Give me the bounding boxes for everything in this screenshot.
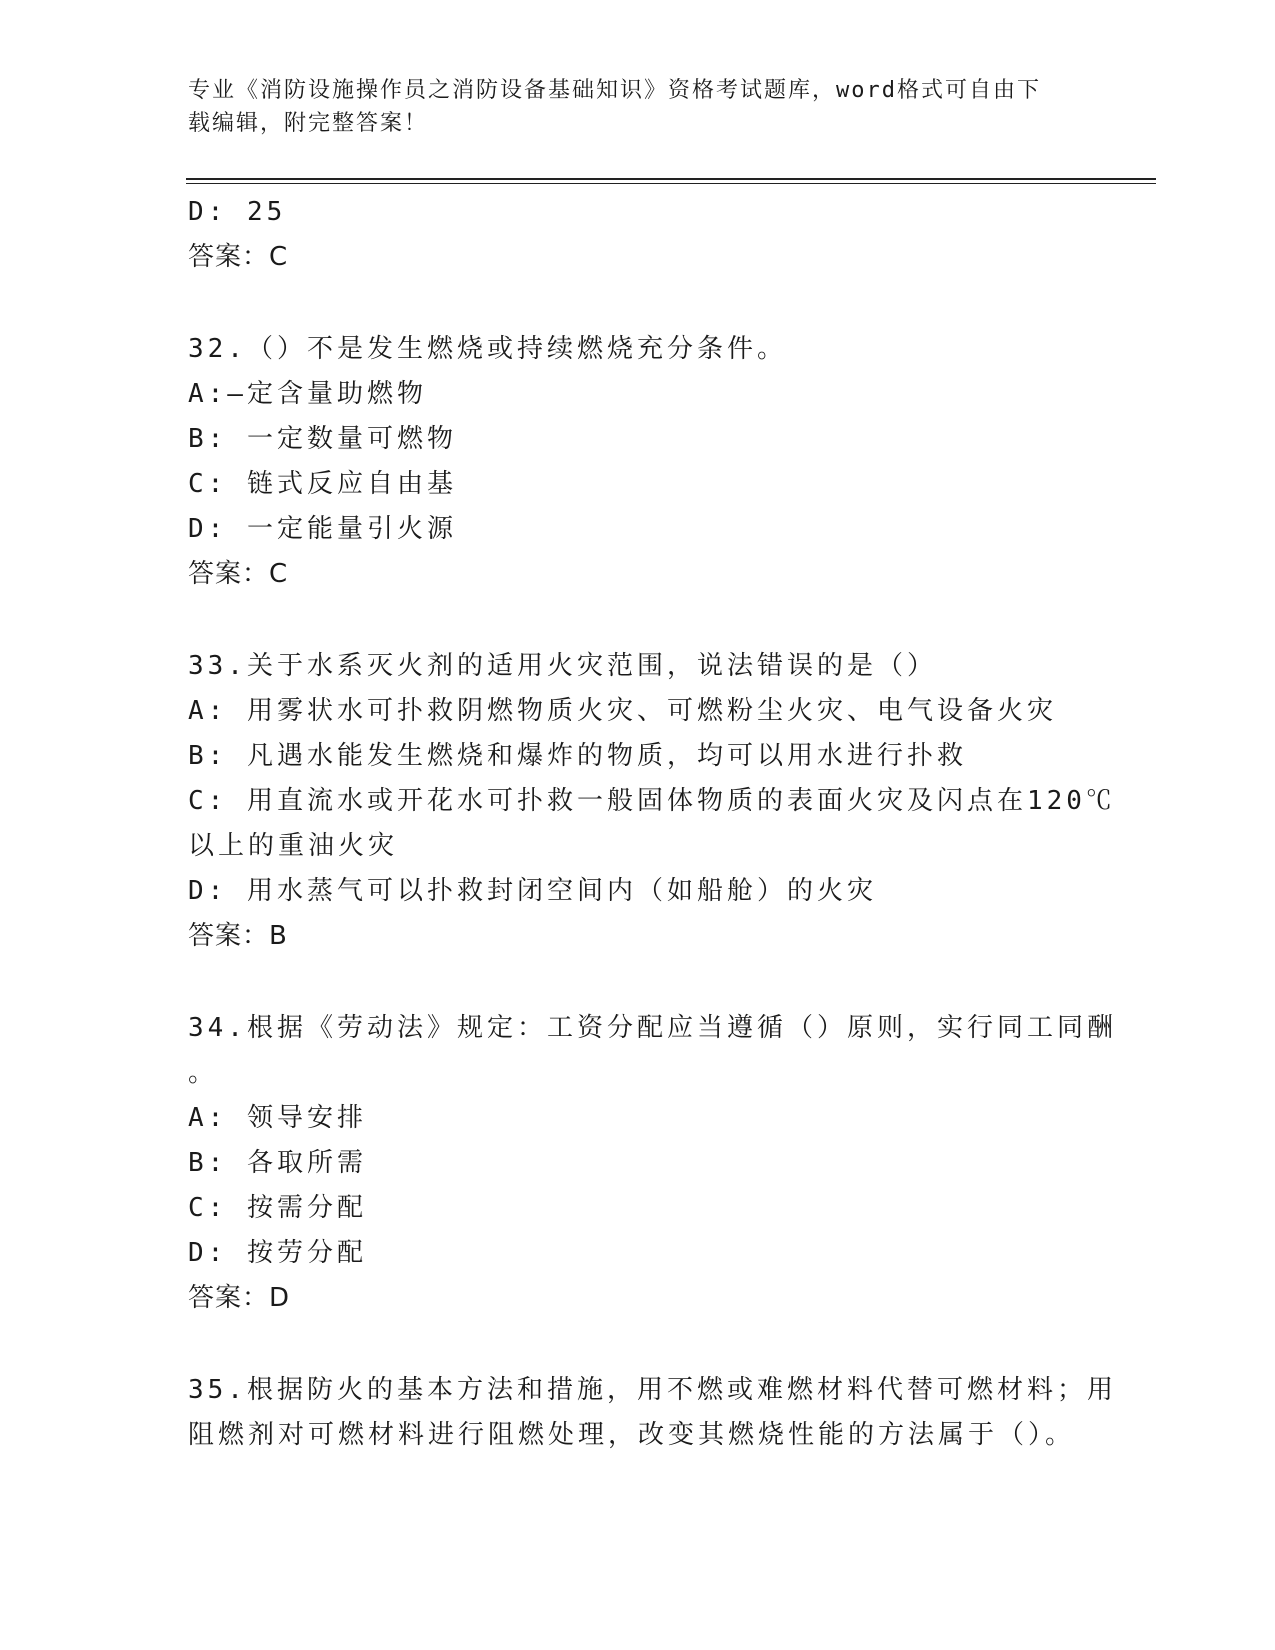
option-a: A: 领导安排: [188, 1103, 367, 1133]
answer: 答案：C: [188, 242, 289, 272]
header-line-2: 载编辑，附完整答案！: [188, 111, 429, 136]
header-divider-thin: [186, 183, 1156, 184]
document-header: [188, 74, 1068, 140]
header-divider-thick: [186, 178, 1156, 180]
option-b: B: 各取所需: [188, 1148, 367, 1178]
question-stem-line-1: 35.根据防火的基本方法和措施，用不燃或难燃材料代替可燃材料；用: [188, 1375, 1117, 1405]
header-line-1: 专业《消防设施操作员之消防设备基础知识》资格考试题库，word格式可自由下: [188, 78, 1041, 103]
question-35: [188, 1368, 1117, 1458]
option-a: A: 用雾状水可扑救阴燃物质火灾、可燃粉尘火灾、电气设备火灾: [188, 696, 1057, 726]
question-stem-line-2: 阻燃剂对可燃材料进行阻燃处理，改变其燃烧性能的方法属于（）。: [188, 1420, 1076, 1450]
question-31-tail: [188, 190, 1088, 280]
option-c-line-2: 以上的重油火灾: [188, 831, 399, 861]
option-b: B: 凡遇水能发生燃烧和爆炸的物质，均可以用水进行扑救: [188, 741, 967, 771]
question-stem: 33.关于水系灭火剂的适用火灾范围，说法错误的是（）: [188, 651, 937, 681]
option-b: B: 一定数量可燃物: [188, 424, 457, 454]
question-32: [188, 327, 1088, 597]
option-d: D: 按劳分配: [188, 1238, 367, 1268]
option-a: A:—定含量助燃物: [188, 379, 427, 409]
option-c-line-1: C: 用直流水或开花水可扑救一般固体物质的表面火灾及闪点在120℃: [188, 786, 1116, 816]
question-33: [188, 644, 1116, 959]
option-d: D: 25: [188, 197, 287, 227]
option-d: D: 用水蒸气可以扑救封闭空间内（如船舱）的火灾: [188, 876, 877, 906]
question-stem: 34.根据《劳动法》规定：工资分配应当遵循（）原则，实行同工同酬: [188, 1013, 1117, 1043]
question-list: [188, 190, 1117, 1458]
answer: 答案：D: [188, 1283, 291, 1313]
question-stem-tail: 。: [188, 1058, 215, 1088]
option-c: C: 链式反应自由基: [188, 469, 457, 499]
question-stem: 32.（）不是发生燃烧或持续燃烧充分条件。: [188, 334, 787, 364]
question-34: [188, 1006, 1117, 1321]
answer: 答案：B: [188, 921, 288, 951]
option-d: D: 一定能量引火源: [188, 514, 457, 544]
answer: 答案：C: [188, 559, 289, 589]
option-c: C: 按需分配: [188, 1193, 367, 1223]
